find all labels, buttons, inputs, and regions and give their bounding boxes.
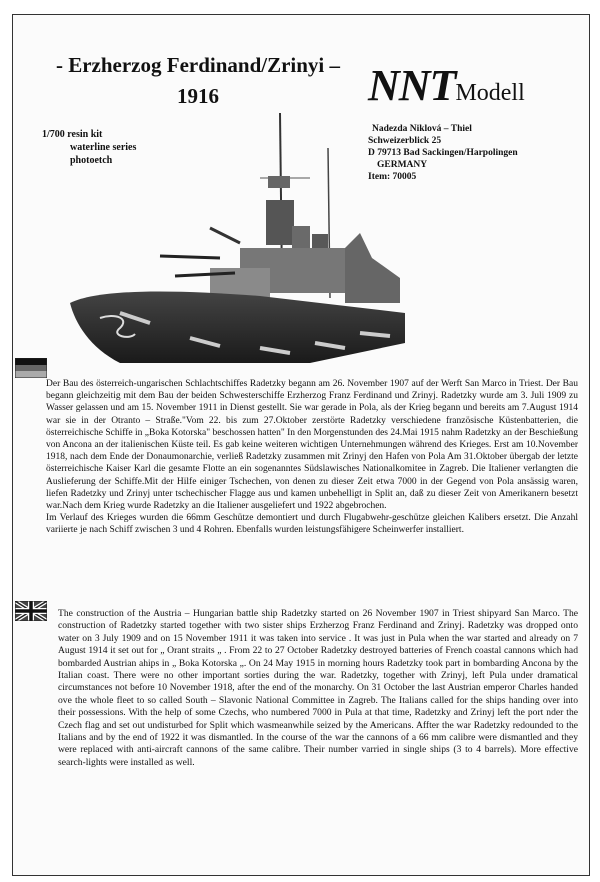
brand-nnt: NNT [368, 61, 456, 110]
title-line-1: - Erzherzog Ferdinand/Zrinyi – [55, 53, 341, 77]
german-text-block [46, 378, 578, 537]
german-paragraph-1: Der Bau des österreich-ungarischen Schlachtschiffes Radetzky begann am 26. November 1907 auf der Werft San Marco in Triest. Der Bau begann gleichzeitig mit dem Bau der beiden Schwesterschiffe Erzherzog Franz Ferdinand und Zrinyj. Radetzky wurde am 3. Juli 1909 zu Wasser gelassen und am 15. November 1911 in Dienst gestellt. Sie war gerade in Pola, als der Krieg begann und bereits am 7.August 1914 war sie in der Otranto – Straße."Vom 22. bis zum 27.Oktober zerstörte Radetzky verschiedene französische Küstenbatterien, die österreichische Schiffe in „Boka Kotorska" beschossen hatten" In den Morgenstunden des 24.Mai 1915 nahm Radetzky an der Beschießung von Ancona an der italienischen Küste teil. Es gab keine weiteren wichtigen Unternehmungen während des Krieges. Erst am 10.November 1918, nach dem Ende der Donaumonarchie, verließ Radetzky zusammen mit Zrinyj den Hafen von Pola Am 31.Oktober übergab der letzte österreichische Kaiser Karl die gesamte Flotte an ein sogenanntes Südslawisches Nationalkomitee in Zagreb. Die Italiener verlangten die Auslieferung der Schiffe.Mit der Hilfe einiger Tschechen, von denen zu dieser Zeit etwa 7000 in der Gegend von Pola ansässig waren, liefen Radetzky und Zrinyj unter tschechischer Flagge aus und kamen unbehelligt in Split an, daß zu dieser Zeit von Amerikanern besetzt war.Nach dem Krieg wurde Radetzky an die Italiener ausgeliefert und 1922 abgebrochen. [46, 379, 578, 512]
kit-photoetch: photoetch [70, 155, 113, 166]
battleship-illustration [60, 108, 410, 373]
german-paragraph-2: Im Verlauf des Krieges wurden die 66mm Geschütze demontiert und durch Flugabwehr-geschütze gleichen Kalibers ersetzt. Die Anzahl variierte je nach Schiff zwischen 3 und 4 Rohren. Ebenfalls wurden leistungsfähigere Scheinwerfer installiert. [46, 513, 578, 536]
item-number: Item: 70005 [368, 172, 417, 182]
address-city: D 79713 Bad Sackingen/Harpolingen [368, 148, 518, 158]
title-line-2: 1916 [177, 84, 219, 108]
german-flag-icon [15, 358, 47, 378]
kit-scale: 1/700 resin kit [42, 129, 103, 140]
brand-logo [368, 60, 525, 111]
english-text-block: The construction of the Austria – Hungarian battle ship Radetzky started on 26 November 1907 in Triest shipyard San Marco. The construction of Radetzky started together with two sister ships Erzherzog Franz Ferdinand and Zrinyj. Radetzky was dropped onto water on 3 July 1909 and on 15 November 1911 it was taken into service . It was just in Pula when the war started and already on 7 August 1914 it set out for „ Orant straits „ . From 22 to 27 October Radetzky destroyed batteries of French coastal cannons which had bombarded Austrian ahips in „ Boka Kotorska „. On 24 May 1915 in morning hours Radetzky took part in bombarding Ancona by the Italian coast. There were no other important sorties during the war. Radetzky, together with Zrinyj, left Pula under dramatical circumstances not before 10 November 1918, after the end of the monarchy. On 31 October the last Austrian emperor Charles handed ove the whole fleet to so called South – Slavonic National Committee in Zagreb. The Italians called for the ships handing over into their possessions. With the help of some Czechs, who numbered 7000 in Pula at that time, Radetzky and Zrinyj left the port nder the Czech flag and set out undisturbed for Split which wasmeanwhile seized by the Americans. Affter the war Radetzky redounded to the Italians and by the end of 1922 it was dismantled. In the course of the war the cannons of a 66 mm calibre were dismantled and they were replaced with anti-aircraft cannons of the same calibre. Their number varried in single ships (3 to 4 barrels). More effective search-lights were installed as well. [58, 608, 578, 768]
uk-flag-icon [15, 601, 47, 621]
address-street: Schweizerblick 25 [368, 136, 442, 146]
page-title [18, 50, 378, 112]
brand-modell: Modell [455, 80, 525, 106]
address-country: GERMANY [377, 160, 428, 170]
address-name: Nadezda Niklová – Thiel [372, 124, 472, 134]
kit-series: waterline series [70, 142, 137, 153]
